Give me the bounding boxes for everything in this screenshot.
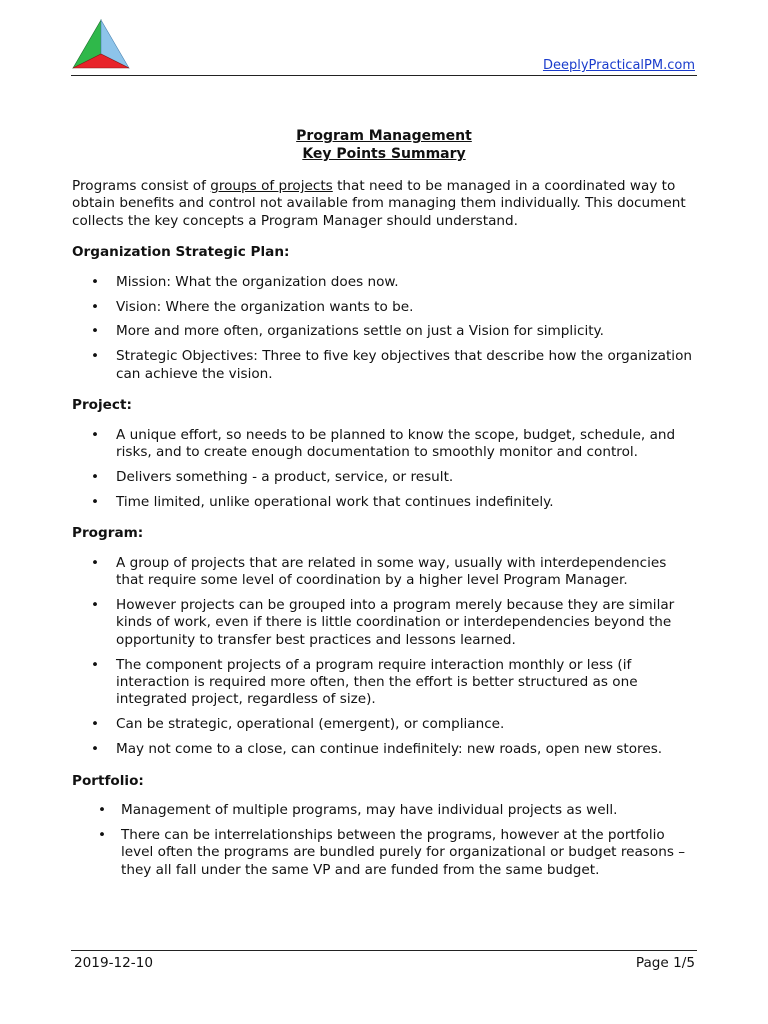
program-list <box>72 555 697 759</box>
list-item: • May not come to a close, can continue indefinitely: new roads, open new stores. <box>72 741 697 758</box>
list-item: • Vision: Where the organization wants to be. <box>72 299 697 316</box>
intro-underlined-phrase: groups of projects <box>210 178 333 194</box>
footer-divider <box>71 950 697 951</box>
intro-prefix: Programs consist of <box>72 178 211 194</box>
strategic-plan-list <box>72 274 697 384</box>
logo-triangle-icon <box>72 18 130 70</box>
intro-suffix: that need to be managed in a coordinated way to obtain benefits and control not available from managing them individually. This document collects the key concepts a Program Manager should understand. <box>72 178 686 229</box>
list-item: • Strategic Objectives: Three to five key objectives that describe how the organization can achieve the vision. <box>72 348 697 383</box>
footer-date: 2019-12-10 <box>74 955 154 971</box>
intro-paragraph <box>72 178 697 230</box>
section-heading-project: Project: <box>72 397 132 414</box>
list-item: • There can be interrelationships between the programs, however at the portfolio level often the programs are bundled purely for organizational or budget reasons – they all fall under the same VP and are funded from the same budget. <box>72 827 697 879</box>
document-body <box>72 178 697 893</box>
title-line-1: Program Management <box>296 128 472 144</box>
list-item: • The component projects of a program require interaction monthly or less (if interaction is required more often, then the effort is better structured as one integrated project, regardless of size). <box>72 657 697 709</box>
site-link[interactable]: DeeplyPracticalPM.com <box>542 58 695 73</box>
list-item: • Delivers something - a product, service, or result. <box>72 469 697 486</box>
header-divider <box>71 75 697 76</box>
title-line-2: Key Points Summary <box>302 146 466 162</box>
list-item: • Can be strategic, operational (emergent), or compliance. <box>72 716 697 733</box>
list-item: • However projects can be grouped into a program merely because they are similar kinds of work, even if there is little coordination or interdependencies beyond the opportunity to transfer best practices and lessons learned. <box>72 597 697 649</box>
section-heading-program: Program: <box>72 525 144 542</box>
portfolio-list <box>72 802 697 879</box>
list-item: • A unique effort, so needs to be planned to know the scope, budget, schedule, and risks, and to create enough documentation to smoothly monitor and control. <box>72 427 697 462</box>
document-title <box>0 127 768 163</box>
project-list <box>72 427 697 512</box>
list-item: • Time limited, unlike operational work that continues indefinitely. <box>72 494 697 511</box>
page-number: Page 1/5 <box>635 955 695 971</box>
list-item: • A group of projects that are related in some way, usually with interdependencies that require some level of coordination by a higher level Program Manager. <box>72 555 697 590</box>
list-item: • More and more often, organizations settle on just a Vision for simplicity. <box>72 323 697 340</box>
section-heading-strategic-plan: Organization Strategic Plan: <box>72 244 290 261</box>
list-item: • Management of multiple programs, may have individual projects as well. <box>72 802 697 819</box>
list-item: • Mission: What the organization does now. <box>72 274 697 291</box>
section-heading-portfolio: Portfolio: <box>72 772 144 789</box>
